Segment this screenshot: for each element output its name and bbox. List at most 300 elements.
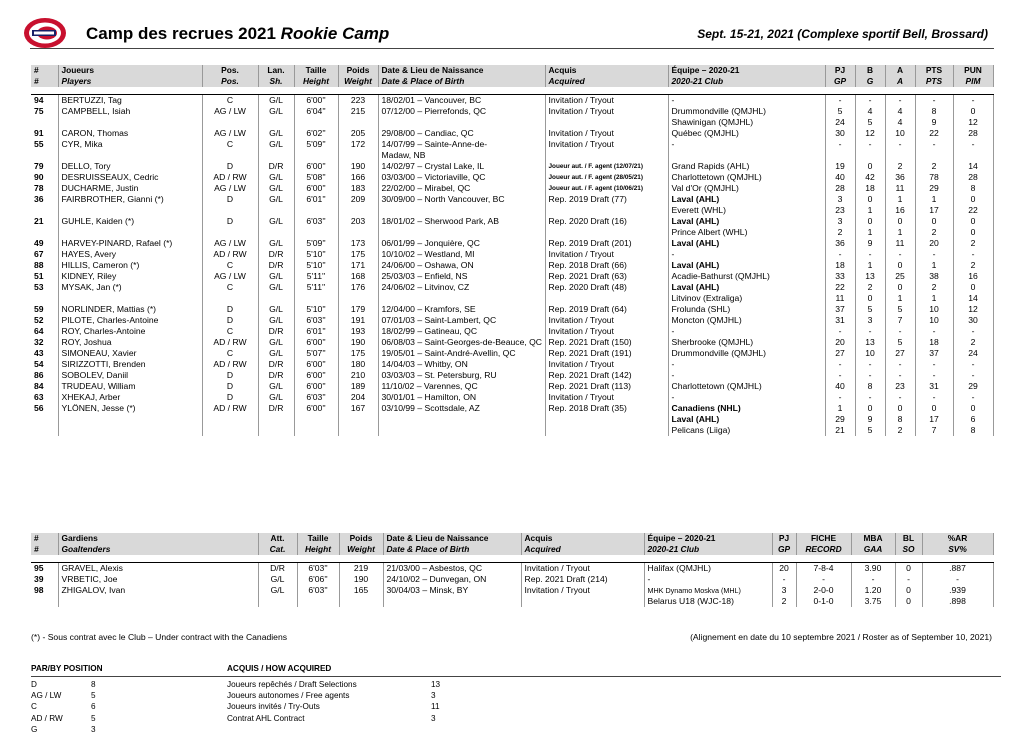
gp-cell: - — [825, 249, 855, 260]
birth-cell: 18/01/02 – Sherwood Park, AB — [378, 216, 545, 227]
wt-cell — [338, 293, 378, 304]
pim-cell: 0 — [953, 194, 993, 205]
num-cell: 55 — [31, 139, 58, 150]
wt-cell: 210 — [338, 370, 378, 381]
pts-cell: - — [915, 249, 953, 260]
ht-cell: 6'00'' — [294, 95, 338, 107]
name-cell: CYR, Mika — [58, 139, 202, 150]
name-cell — [58, 227, 202, 238]
table-row — [31, 249, 993, 260]
club-cell: Charlottetown (QMJHL) — [668, 172, 825, 183]
birth-cell: 11/10/02 – Varennes, QC — [378, 381, 545, 392]
wt-cell: 191 — [338, 315, 378, 326]
a-cell: 16 — [885, 205, 915, 216]
club-cell: Sherbrooke (QMJHL) — [668, 337, 825, 348]
num-cell: 54 — [31, 359, 58, 370]
g-cell: 12 — [855, 128, 885, 139]
column-header: Weight — [339, 544, 383, 555]
name-cell: PILOTE, Charles-Antoine — [58, 315, 202, 326]
sh-cell — [258, 205, 294, 216]
club-cell: - — [668, 359, 825, 370]
goalies-header-en — [31, 544, 993, 555]
table-row — [31, 403, 993, 414]
club-cell: Acadie-Bathurst (QMJHL) — [668, 271, 825, 282]
column-header: A — [885, 65, 915, 76]
pos-cell: C — [202, 139, 258, 150]
num-cell: 56 — [31, 403, 58, 414]
table-row — [31, 392, 993, 403]
club-cell — [668, 150, 825, 161]
gp-cell: 22 — [825, 282, 855, 293]
pts-cell: - — [915, 139, 953, 150]
ht-cell: 6'03'' — [294, 392, 338, 403]
pts-cell: 2 — [915, 161, 953, 172]
ht-cell: 5'08'' — [294, 172, 338, 183]
club-cell: Val d'Or (QMJHL) — [668, 183, 825, 194]
pim-cell: - — [953, 359, 993, 370]
gp-cell: 3 — [825, 216, 855, 227]
birth-cell: 06/01/99 – Jonquière, QC — [378, 238, 545, 249]
column-header: # — [31, 544, 58, 555]
acq-cell: Rep. 2018 Draft (35) — [545, 403, 668, 414]
pos-cell: C — [202, 326, 258, 337]
club-cell: MHK Dynamo Moskva (MHL) — [644, 585, 772, 596]
column-header: Height — [297, 544, 339, 555]
a-cell: 5 — [885, 304, 915, 315]
birth-cell — [378, 117, 545, 128]
birth-cell: 06/08/03 – Saint-Georges-de-Beauce, QC — [378, 337, 545, 348]
sh-cell: D/R — [258, 359, 294, 370]
acq-cell: Rep. 2021 Draft (63) — [545, 271, 668, 282]
a-cell: 0 — [885, 260, 915, 271]
acq-cell: Rep. 2019 Draft (64) — [545, 304, 668, 315]
sh-cell — [258, 425, 294, 436]
column-header: Sh. — [258, 76, 294, 87]
wt-cell: 193 — [338, 326, 378, 337]
column-header: GAA — [851, 544, 895, 555]
name-cell — [58, 414, 202, 425]
club-cell: Halifax (QMJHL) — [644, 563, 772, 575]
table-row — [31, 563, 993, 575]
num-cell — [31, 205, 58, 216]
ht-cell: 6'00'' — [294, 161, 338, 172]
sh-cell: D/R — [258, 249, 294, 260]
sh-cell: G/L — [258, 194, 294, 205]
pim-cell: 28 — [953, 128, 993, 139]
column-header: Pos. — [202, 65, 258, 76]
club-cell: - — [644, 574, 772, 585]
acquired-summary-row — [227, 701, 487, 712]
birth-cell: 03/03/00 – Victoriaville, QC — [378, 172, 545, 183]
club-cell: Drummondville (QMJHL) — [668, 348, 825, 359]
pos-cell: AD / RW — [202, 337, 258, 348]
gp-cell: 2 — [772, 596, 796, 607]
pim-cell: 0 — [953, 403, 993, 414]
ht-cell: 6'00'' — [294, 381, 338, 392]
num-cell — [31, 596, 58, 607]
acquired-summary-row — [227, 713, 487, 724]
birth-cell: 22/02/00 – Mirabel, QC — [378, 183, 545, 194]
num-cell: 64 — [31, 326, 58, 337]
acq-cell: Invitation / Tryout — [545, 326, 668, 337]
gp-cell: - — [825, 359, 855, 370]
gp-cell: 36 — [825, 238, 855, 249]
wt-cell: 190 — [338, 161, 378, 172]
name-cell: GUHLE, Kaiden (*) — [58, 216, 202, 227]
wt-cell — [338, 425, 378, 436]
column-header: # — [31, 65, 58, 76]
g-cell: 13 — [855, 271, 885, 282]
a-cell: 2 — [885, 161, 915, 172]
sh-cell: G/L — [258, 238, 294, 249]
ht-cell: 5'10'' — [294, 249, 338, 260]
gp-cell: 33 — [825, 271, 855, 282]
acquired-count: 3 — [431, 691, 436, 701]
wt-cell: 190 — [338, 337, 378, 348]
gp-cell: 20 — [825, 337, 855, 348]
position-summary-row — [31, 690, 151, 701]
pim-cell: - — [953, 95, 993, 107]
column-header: Acquis — [521, 533, 644, 544]
table-row — [31, 205, 993, 216]
birth-cell: 14/04/03 – Whitby, ON — [378, 359, 545, 370]
acq-cell: Rep. 2021 Draft (142) — [545, 370, 668, 381]
acquired-summary-list — [227, 679, 487, 724]
pim-cell — [953, 150, 993, 161]
a-cell: 1 — [885, 227, 915, 238]
table-row — [31, 585, 993, 596]
wt-cell: 209 — [338, 194, 378, 205]
column-header: GP — [825, 76, 855, 87]
g-cell: 5 — [855, 304, 885, 315]
ht-cell — [297, 596, 339, 607]
cat-cell: G/L — [258, 574, 297, 585]
sh-cell: G/L — [258, 304, 294, 315]
sh-cell — [258, 117, 294, 128]
a-cell: - — [885, 392, 915, 403]
column-header: Joueurs — [58, 65, 202, 76]
acquired-label: Joueurs autonomes / Free agents — [227, 691, 350, 701]
gp-cell: 21 — [825, 425, 855, 436]
wt-cell: 173 — [338, 238, 378, 249]
num-cell — [31, 227, 58, 238]
pim-cell: 30 — [953, 315, 993, 326]
acquired-summary-heading: ACQUIS / HOW ACQUIRED — [227, 664, 332, 673]
pim-cell: 8 — [953, 183, 993, 194]
pos-cell: D — [202, 216, 258, 227]
acq-cell: Rep. 2020 Draft (48) — [545, 282, 668, 293]
birth-cell: 07/12/00 – Pierrefonds, QC — [378, 106, 545, 117]
pim-cell: - — [953, 139, 993, 150]
sh-cell: G/L — [258, 172, 294, 183]
num-cell: 79 — [31, 161, 58, 172]
a-cell: 27 — [885, 348, 915, 359]
column-header: Taille — [294, 65, 338, 76]
cat-cell: G/L — [258, 585, 297, 596]
goalies-header-fr — [31, 533, 993, 544]
position-count: 8 — [91, 680, 96, 689]
position-count: 3 — [91, 724, 96, 734]
column-header: FICHE — [796, 533, 851, 544]
position-summary-heading: PAR/BY POSITION — [31, 664, 103, 673]
a-cell: 0 — [885, 403, 915, 414]
num-cell — [31, 293, 58, 304]
sh-cell: D/R — [258, 260, 294, 271]
table-row — [31, 381, 993, 392]
wt-cell — [338, 414, 378, 425]
club-cell: - — [668, 326, 825, 337]
name-cell: DELLO, Tory — [58, 161, 202, 172]
g-cell: 13 — [855, 337, 885, 348]
gp-cell: - — [825, 139, 855, 150]
name-cell — [58, 205, 202, 216]
ht-cell: 5'09'' — [294, 139, 338, 150]
table-row — [31, 293, 993, 304]
column-header: Att. — [258, 533, 297, 544]
num-cell: 95 — [31, 563, 58, 575]
pos-cell: AG / LW — [202, 183, 258, 194]
pim-cell: 16 — [953, 271, 993, 282]
gaa-cell: 3.75 — [851, 596, 895, 607]
gp-cell: 3 — [772, 585, 796, 596]
acquired-label: Joueurs repêchés / Draft Selections — [227, 680, 357, 689]
acquired-count: 13 — [431, 680, 441, 689]
column-header: PJ — [772, 533, 796, 544]
num-cell — [31, 414, 58, 425]
g-cell: 5 — [855, 117, 885, 128]
wt-cell: 204 — [338, 392, 378, 403]
a-cell: 4 — [885, 117, 915, 128]
a-cell: 4 — [885, 106, 915, 117]
pts-cell: 17 — [915, 414, 953, 425]
a-cell: - — [885, 139, 915, 150]
sh-cell: G/L — [258, 271, 294, 282]
pos-cell: AG / LW — [202, 238, 258, 249]
g-cell: - — [855, 392, 885, 403]
position-label: G — [31, 724, 38, 734]
pts-cell: 18 — [915, 337, 953, 348]
g-cell — [855, 150, 885, 161]
g-cell: 0 — [855, 293, 885, 304]
club-cell: - — [668, 139, 825, 150]
a-cell: 7 — [885, 315, 915, 326]
birth-cell — [383, 596, 521, 607]
wt-cell — [338, 117, 378, 128]
birth-cell: 19/05/01 – Saint-André-Avellin, QC — [378, 348, 545, 359]
birth-cell: Madaw, NB — [378, 150, 545, 161]
pim-cell: 0 — [953, 227, 993, 238]
wt-cell: 171 — [338, 260, 378, 271]
sh-cell: G/L — [258, 348, 294, 359]
acq-cell: Rep. 2018 Draft (66) — [545, 260, 668, 271]
table-row — [31, 304, 993, 315]
ht-cell: 6'01'' — [294, 194, 338, 205]
gp-cell: 19 — [825, 161, 855, 172]
club-cell: Pelicans (Liiga) — [668, 425, 825, 436]
pim-cell: 8 — [953, 425, 993, 436]
column-header: Acquired — [521, 544, 644, 555]
name-cell: TRUDEAU, William — [58, 381, 202, 392]
num-cell: 86 — [31, 370, 58, 381]
acq-cell — [545, 425, 668, 436]
num-cell: 88 — [31, 260, 58, 271]
club-cell: Litvinov (Extraliga) — [668, 293, 825, 304]
wt-cell: 166 — [338, 172, 378, 183]
gp-cell: 29 — [825, 414, 855, 425]
sh-cell: G/L — [258, 337, 294, 348]
acq-cell: Invitation / Tryout — [545, 359, 668, 370]
table-row — [31, 216, 993, 227]
birth-cell: 24/10/02 – Dunvegan, ON — [383, 574, 521, 585]
gaa-cell: 3.90 — [851, 563, 895, 575]
acq-cell: Joueur aut. / F. agent (12/07/21) — [545, 161, 668, 172]
wt-cell: 176 — [338, 282, 378, 293]
pim-cell: 12 — [953, 117, 993, 128]
sh-cell — [258, 414, 294, 425]
acq-cell: Invitation / Tryout — [521, 563, 644, 575]
club-cell: - — [668, 392, 825, 403]
gp-cell: - — [825, 326, 855, 337]
pos-cell: AG / LW — [202, 271, 258, 282]
g-cell: 4 — [855, 106, 885, 117]
birth-cell: 18/02/99 – Gatineau, QC — [378, 326, 545, 337]
wt-cell — [339, 596, 383, 607]
pts-cell: 1 — [915, 293, 953, 304]
club-cell: Laval (AHL) — [668, 238, 825, 249]
acquired-summary-row — [227, 690, 487, 701]
ht-cell: 6'04'' — [294, 106, 338, 117]
a-cell: 2 — [885, 425, 915, 436]
num-cell: 52 — [31, 315, 58, 326]
name-cell: ZHIGALOV, Ivan — [58, 585, 258, 596]
wt-cell: 189 — [338, 381, 378, 392]
column-header: Height — [294, 76, 338, 87]
wt-cell: 223 — [338, 95, 378, 107]
wt-cell: 183 — [338, 183, 378, 194]
column-header: G — [855, 76, 885, 87]
gp-cell: 40 — [825, 381, 855, 392]
g-cell: 18 — [855, 183, 885, 194]
name-cell — [58, 117, 202, 128]
pts-cell: 7 — [915, 425, 953, 436]
pim-cell: 0 — [953, 216, 993, 227]
pts-cell: 78 — [915, 172, 953, 183]
table-row — [31, 596, 993, 607]
column-header: Pos. — [202, 76, 258, 87]
column-header: SV% — [922, 544, 993, 555]
birth-cell — [378, 293, 545, 304]
acq-cell: Invitation / Tryout — [545, 95, 668, 107]
sh-cell: G/L — [258, 128, 294, 139]
pts-cell: 10 — [915, 315, 953, 326]
camp-dates: Sept. 15-21, 2021 (Complexe sportif Bell, Brossard) — [697, 27, 988, 41]
g-cell: - — [855, 249, 885, 260]
club-cell: Laval (AHL) — [668, 282, 825, 293]
column-header: MBA — [851, 533, 895, 544]
column-header: Date & Place of Birth — [378, 76, 545, 87]
wt-cell: 172 — [338, 139, 378, 150]
sv-cell: .887 — [922, 563, 993, 575]
g-cell: - — [855, 95, 885, 107]
rec-cell: 7-8-4 — [796, 563, 851, 575]
g-cell: 1 — [855, 227, 885, 238]
table-row — [31, 359, 993, 370]
pos-cell: AD / RW — [202, 249, 258, 260]
ht-cell: 6'03'' — [297, 563, 339, 575]
pts-cell: 0 — [915, 216, 953, 227]
name-cell: XHEKAJ, Arber — [58, 392, 202, 403]
pim-cell: 22 — [953, 205, 993, 216]
club-cell: Frolunda (SHL) — [668, 304, 825, 315]
pim-cell: - — [953, 326, 993, 337]
name-cell: SIMONEAU, Xavier — [58, 348, 202, 359]
acq-cell: Invitation / Tryout — [545, 249, 668, 260]
pos-cell: C — [202, 260, 258, 271]
position-summary-list — [31, 679, 151, 735]
birth-cell: 14/02/97 – Crystal Lake, IL — [378, 161, 545, 172]
name-cell: MYSAK, Jan (*) — [58, 282, 202, 293]
position-summary-row — [31, 701, 151, 712]
column-header: PTS — [915, 65, 953, 76]
position-summary-row — [31, 679, 151, 690]
pim-cell: - — [953, 370, 993, 381]
birth-cell — [378, 227, 545, 238]
name-cell: HARVEY-PINARD, Rafael (*) — [58, 238, 202, 249]
goalies-table — [31, 533, 994, 607]
wt-cell: 167 — [338, 403, 378, 414]
gp-cell: 3 — [825, 194, 855, 205]
pts-cell: 1 — [915, 194, 953, 205]
wt-cell: 175 — [338, 348, 378, 359]
column-header: A — [885, 76, 915, 87]
num-cell: 75 — [31, 106, 58, 117]
table-row — [31, 161, 993, 172]
wt-cell: 205 — [338, 128, 378, 139]
a-cell: 1 — [885, 293, 915, 304]
column-header: Équipe – 2020-21 — [668, 65, 825, 76]
wt-cell: 179 — [338, 304, 378, 315]
acq-cell: Joueur aut. / F. agent (10/06/21) — [545, 183, 668, 194]
g-cell: 1 — [855, 260, 885, 271]
acquired-label: Contrat AHL Contract — [227, 713, 305, 723]
gp-cell: 1 — [825, 403, 855, 414]
pim-cell: 12 — [953, 304, 993, 315]
g-cell: 8 — [855, 381, 885, 392]
so-cell: - — [895, 574, 922, 585]
ht-cell — [294, 425, 338, 436]
a-cell: 11 — [885, 238, 915, 249]
num-cell: 39 — [31, 574, 58, 585]
name-cell — [58, 425, 202, 436]
acq-cell — [545, 205, 668, 216]
skaters-header-en — [31, 76, 993, 87]
ht-cell — [294, 227, 338, 238]
name-cell: GRAVEL, Alexis — [58, 563, 258, 575]
name-cell: HAYES, Avery — [58, 249, 202, 260]
table-row — [31, 194, 993, 205]
acq-cell: Invitation / Tryout — [545, 392, 668, 403]
birth-cell — [378, 205, 545, 216]
pim-cell: 0 — [953, 282, 993, 293]
column-header: RECORD — [796, 544, 851, 555]
pos-cell — [202, 227, 258, 238]
club-cell: Shawinigan (QMJHL) — [668, 117, 825, 128]
pts-cell: 1 — [915, 260, 953, 271]
acq-cell — [521, 596, 644, 607]
wt-cell: 165 — [339, 585, 383, 596]
birth-cell: 25/03/03 – Enfield, NS — [378, 271, 545, 282]
pts-cell: 38 — [915, 271, 953, 282]
